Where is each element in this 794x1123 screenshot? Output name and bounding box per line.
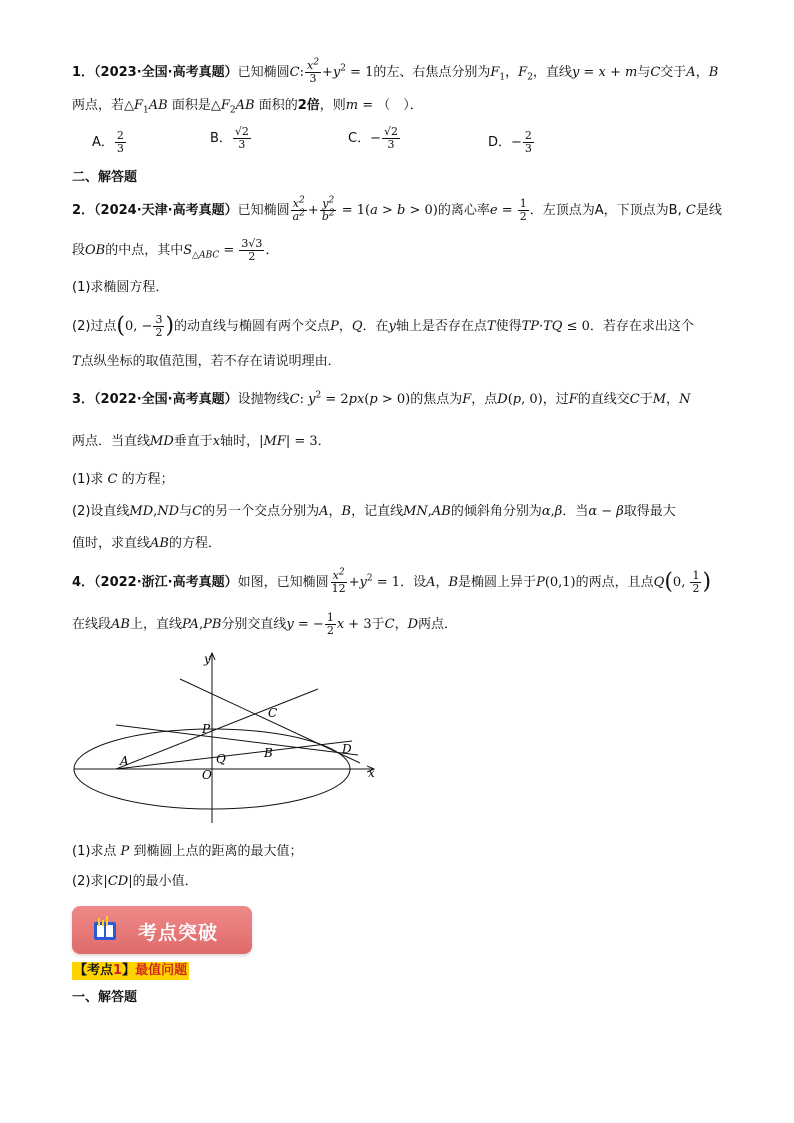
label-y: y xyxy=(204,652,211,666)
label-q: Q xyxy=(216,752,226,766)
label-x: x xyxy=(368,766,375,780)
section-heading-2: 二、解答题 xyxy=(72,170,138,185)
label-c: C xyxy=(268,706,278,720)
q1-line1: 1．（2023·全国·高考真题）已知椭圆C: $\frac{x^2}{3}$ $+y^2 = 1$的左、右焦点分别为$F_1$，$F_2$，直线y = x + m与C交于A，B xyxy=(72,57,719,85)
q2-line2: 段OB的中点，其中$S_{\triangle ABC}$ = $\frac{3√3}{2}$ ． xyxy=(72,237,279,263)
q1-number: 1． xyxy=(72,65,95,80)
label-d: D xyxy=(342,742,352,756)
q1-source: （2023·全国·高考真题） xyxy=(94,65,238,80)
q4-sub2: (2)求|CD|的最小值． xyxy=(72,874,198,889)
label-p: P xyxy=(202,722,211,736)
book-chart-icon xyxy=(92,916,118,944)
q2-sub2-line1: (2)过点(0, − $\frac{3}{2}$ )的动直线与椭圆有两个交点P，Q．在y轴上是否存在点T使得TP·TQ ≤ 0．若存在求出这个 xyxy=(72,313,694,339)
q1-fraction: $\frac{x^2}{3}$ xyxy=(306,57,319,85)
q3-sub1: (1)求 C 的方程； xyxy=(72,472,174,487)
q4-sub1: (1)求点 P 到椭圆上点的距离的最大值； xyxy=(72,844,303,859)
q1-option-c: C．− $\frac{√2}{3}$ xyxy=(348,125,398,151)
q4-line1: 4．（2022·浙江·高考真题）如图，已知椭圆 $\frac{x^2}{12}$ $+y^2 = 1$．设A，B是椭圆上异于P(0,1)的两点，且点Q(0, $\frac{1}{2}$ ) xyxy=(72,567,712,595)
banner-title: 考点突破 xyxy=(138,922,219,944)
q1-option-b: B． $\frac{√2}{3}$ xyxy=(210,125,249,151)
q3-sub2-line1: (2)设直线MD,ND与C的另一个交点分别为A，B，记直线MN,AB的倾斜角分别为α,β．当α − β取得最大 xyxy=(72,504,676,519)
q1-line2: 两点，若$\triangle F_1AB$ 面积是$\triangle F_2AB$ 面积的2倍，则m = （ ）． xyxy=(72,98,423,116)
section-banner xyxy=(72,906,252,954)
ellipse-figure xyxy=(60,645,400,825)
q3-line1: 3．（2022·全国·高考真题）设抛物线C: $y^2 = 2px(p > 0)$的焦点为F，点D(p, 0)，过F的直线交C于M，N xyxy=(72,390,691,407)
label-a: A xyxy=(120,754,129,768)
section-heading-last: 一、解答题 xyxy=(72,990,138,1005)
label-b: B xyxy=(264,746,273,760)
label-o: O xyxy=(202,768,212,782)
topic-tag: 【考点1】最值问题 xyxy=(74,963,188,978)
q1-option-d: D．− $\frac{2}{3}$ xyxy=(488,129,532,155)
q2-sub2-line2: T点纵坐标的取值范围，若不存在请说明理由． xyxy=(72,354,341,369)
q2-line1: 2．（2024·天津·高考真题）已知椭圆 $\frac{x^2}{a^2}$ + $\frac{y^2}{b^2}$ = 1(a > b > 0)的离心率e = $\frac{1}{2}$ ．左顶点为A，下顶点为B, C是线 xyxy=(72,195,722,223)
q1-option-a: A． $\frac{2}{3}$ xyxy=(92,129,124,155)
q3-sub2-line2: 值时，求直线AB的方程． xyxy=(72,536,221,551)
q4-line2: 在线段AB上，直线PA,PB分别交直线y = − $\frac{1}{2}$ x + 3于C，D两点． xyxy=(72,611,458,637)
q3-line2: 两点．当直线MD垂直于x轴时，|MF| = 3． xyxy=(72,434,331,449)
q2-sub1: (1)求椭圆方程． xyxy=(72,280,169,295)
